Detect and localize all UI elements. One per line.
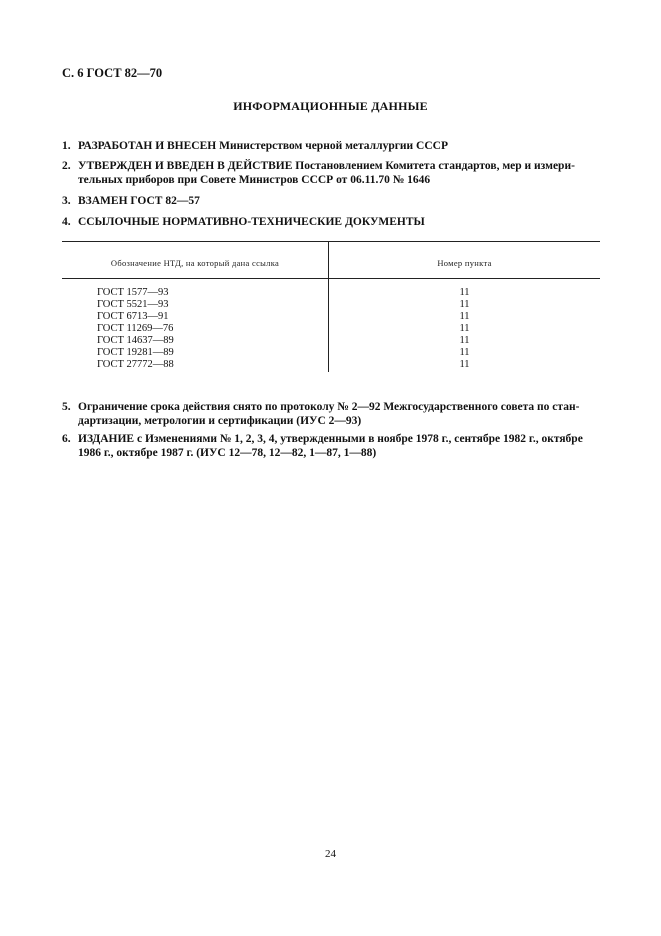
item-number: 6.: [62, 433, 71, 445]
info-item-6: [62, 432, 600, 460]
info-item-1: [62, 139, 600, 153]
item-body-line2: дартизации, метрологии и сертификации (ИУС 2—93): [78, 415, 362, 427]
table-cell-point: 11: [459, 299, 470, 310]
item-lead: РАЗРАБОТАН И ВНЕСЕН: [78, 140, 217, 152]
table-cell-doc: ГОСТ 11269—76: [97, 323, 174, 334]
item-body-line1: с Изменениями № 1, 2, 3, 4, утвержденными в ноябре 1978 г., сентябре 1982 г., октябре: [134, 433, 583, 445]
item-body-line1: Ограничение срока действия снято по протоколу № 2—92 Межгосударственного совета по стан-: [78, 401, 580, 413]
item-lead: ИЗДАНИЕ: [78, 433, 135, 445]
table-header-document: Обозначение НТД, на который дана ссылка: [110, 258, 280, 268]
info-item-3: [62, 194, 600, 208]
item-number: 4.: [62, 216, 71, 228]
table-cell-doc: ГОСТ 1577—93: [97, 287, 169, 298]
item-lead: ССЫЛОЧНЫЕ НОРМАТИВНО-ТЕХНИЧЕСКИЕ ДОКУМЕНТЫ: [78, 216, 425, 228]
item-body: Министерством черной металлургии СССР: [216, 140, 448, 152]
table-cell-doc: ГОСТ 5521—93: [97, 299, 169, 310]
page-header: С. 6 ГОСТ 82—70: [62, 66, 163, 80]
page-number: 24: [325, 848, 336, 860]
table-cell-point: 11: [459, 347, 470, 358]
item-lead: ВЗАМЕН ГОСТ 82—57: [78, 195, 200, 207]
table-column-documents: [97, 287, 174, 371]
table-cell-point: 11: [459, 287, 470, 298]
table-column-points: [329, 287, 600, 371]
info-item-2: [62, 159, 600, 187]
table-cell-point: 11: [459, 311, 470, 322]
item-number: 1.: [62, 140, 71, 152]
info-item-4: [62, 215, 600, 229]
table-cell-doc: ГОСТ 27772—88: [97, 359, 174, 370]
table-cell-doc: ГОСТ 6713—91: [97, 311, 169, 322]
table-header-point: Номер пункта: [437, 258, 492, 268]
item-number: 2.: [62, 160, 71, 172]
section-title: ИНФОРМАЦИОННЫЕ ДАННЫЕ: [233, 99, 428, 113]
table-cell-doc: ГОСТ 14637—89: [97, 335, 174, 346]
reference-documents-table: [62, 241, 600, 372]
info-item-5: [62, 400, 600, 428]
item-lead: УТВЕРЖДЕН И ВВЕДЕН В ДЕЙСТВИЕ: [78, 160, 293, 172]
item-number: 3.: [62, 195, 71, 207]
table-cell-doc: ГОСТ 19281—89: [97, 347, 174, 358]
item-body-line2: тельных приборов при Совете Министров СССР от 06.11.70 № 1646: [78, 174, 431, 186]
item-body-line1: Постановлением Комитета стандартов, мер и измери-: [292, 160, 575, 172]
table-cell-point: 11: [459, 359, 470, 370]
table-cell-point: 11: [459, 335, 470, 346]
item-number: 5.: [62, 401, 71, 413]
item-body-line2: 1986 г., октябре 1987 г. (ИУС 12—78, 12—82, 1—87, 1—88): [78, 447, 377, 459]
table-cell-point: 11: [459, 323, 470, 334]
